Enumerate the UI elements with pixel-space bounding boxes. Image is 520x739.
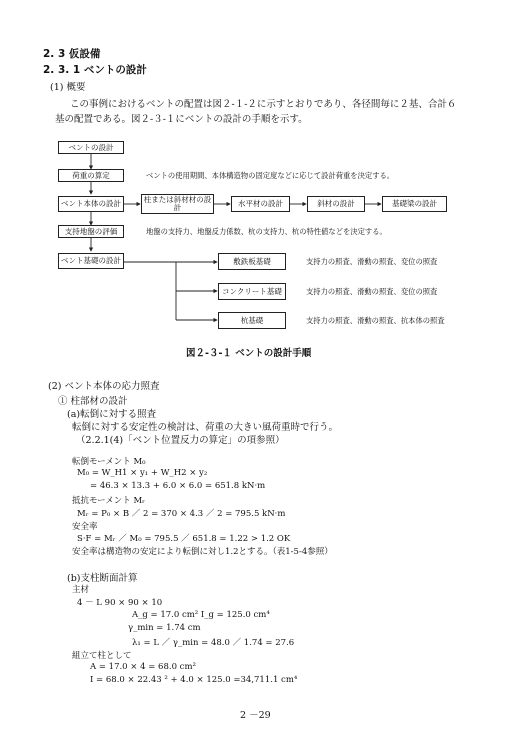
flow-box-load-calc: 荷重の算定: [58, 169, 124, 182]
section-area-inertia: A_g = 17.0 cm² I_g = 125.0 cm⁴: [132, 610, 270, 620]
flow-box-vent-design: ベントの設計: [58, 141, 124, 154]
overturning-moment-eq1: M₀ = W_H1 × y₁ + W_H2 × y₂: [77, 468, 208, 478]
flow-box-ground-eval: 支持地盤の評価: [58, 225, 124, 238]
built-up-area: A = 17.0 × 4 = 68.0 cm²: [90, 662, 196, 672]
text-a-line2: （2.2.1(4)「ベント位置反力の算定」の項参照）: [76, 435, 285, 446]
min-radius-gyration: γ_min = 1.74 cm: [128, 623, 201, 633]
item-b-section-calc: (b)支柱断面計算: [67, 573, 138, 584]
resisting-moment-title: 抵抗モーメント Mᵣ: [72, 496, 146, 506]
resisting-moment-eq: Mᵣ = P₀ × B ／ 2 = 370 × 4.3 ／ 2 = 795.5 kN·m: [77, 509, 286, 519]
flow-note-ground: 地盤の支持力、地盤反力係数、杭の支持力、杭の特性値などを決定する。: [146, 227, 387, 236]
flow-note-load: ベントの使用期間、本体構造物の固定度などに応じて設計荷重を決定する。: [146, 171, 395, 180]
flow-box-column-design: 柱または斜材材の設計: [141, 194, 214, 214]
flow-box-foundation-beam: 基礎梁の設計: [382, 196, 447, 212]
overturning-moment-eq2: = 46.3 × 13.3 + 6.0 × 6.0 = 651.8 kN·m: [90, 481, 266, 491]
item-column-design: ① 柱部材の設計: [58, 396, 128, 407]
built-up-inertia: I = 68.0 × 22.43 ² + 4.0 × 125.0 =34,711.1 cm⁴: [90, 675, 298, 685]
item-a-overturning: (a)転倒に対する照査: [67, 409, 157, 420]
flow-note-steel-plate: 支持力の照査、滑動の照査、変位の照査: [306, 257, 438, 266]
flow-box-pile: 杭基礎: [218, 312, 286, 329]
subsection-overview: (1) 概要: [50, 82, 86, 93]
subsection-vent-body: (2) ベント本体の応力照査: [48, 381, 160, 392]
angle-section: 4 － L 90 × 90 × 10: [77, 598, 163, 608]
safety-factor-title: 安全率: [72, 522, 98, 532]
flow-note-pile: 支持力の照査、滑動の照査、抗本体の照査: [306, 316, 445, 325]
section-heading-2-3-1: 2. 3. 1 ベントの設計: [43, 64, 147, 76]
flow-box-diagonal-design: 斜材の設計: [307, 196, 365, 212]
intro-line-1: この事例におけるベントの配置は図２-１-２に示すとおりであり、各径間毎に２基、合計６: [70, 99, 457, 110]
flow-note-concrete: 支持力の照査、滑動の照査、変位の照査: [306, 287, 438, 296]
flow-box-horizontal-design: 水平材の設計: [231, 196, 290, 212]
page-number: 2 －29: [240, 710, 271, 721]
flow-box-vent-body-design: ベント本体の設計: [58, 196, 124, 212]
text-a-line1: 転倒に対する安定性の検討は、荷重の大きい風荷重時で行う。: [72, 422, 339, 433]
flow-box-steel-plate: 敷鉄板基礎: [218, 253, 286, 270]
built-up-column-label: 組立て柱として: [72, 651, 132, 661]
section-heading-2-3: 2. 3 仮設備: [43, 48, 101, 60]
overturning-moment-title: 転倒モーメント M₀: [72, 457, 146, 467]
flow-box-vent-foundation: ベント基礎の設計: [58, 253, 124, 269]
safety-factor-eq: S·F = Mᵣ ／ M₀ = 795.5 ／ 651.8 = 1.22 > 1.2 OK: [77, 534, 291, 544]
intro-line-2: 基の配置である。図２-３-１にベントの設計の手順を示す。: [55, 114, 308, 125]
slenderness-ratio: λ₁ = L ／ γ_min = 48.0 ／ 1.74 = 27.6: [132, 638, 295, 648]
safety-factor-note: 安全率は構造物の安定により転倒に対し1.2とする。（表1-5-4参照）: [72, 547, 333, 557]
figure-caption: 図２-３-１ ベントの設計手順: [186, 348, 312, 359]
flow-box-concrete: コンクリート基礎: [218, 283, 286, 300]
main-member-label: 主材: [72, 585, 90, 595]
